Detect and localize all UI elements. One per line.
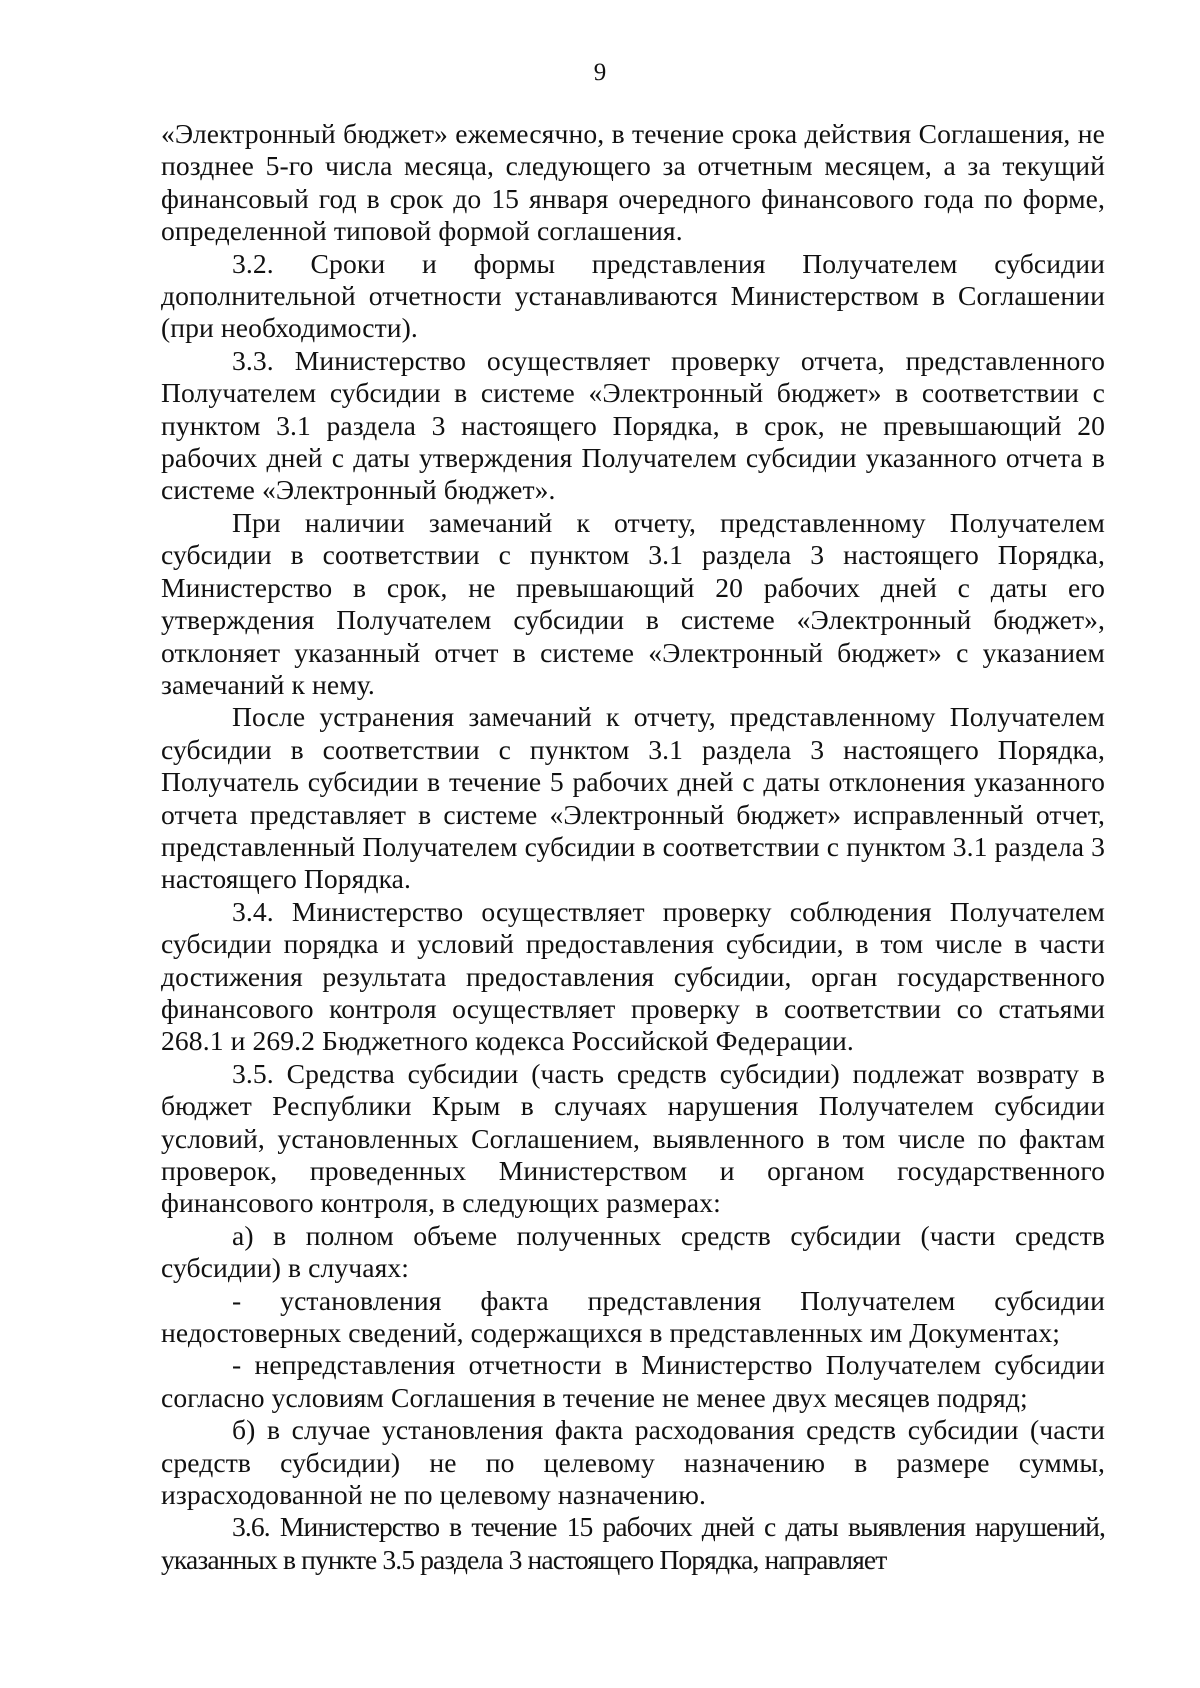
paragraph-3-5-a-item-1: - установления факта представления Получателем субсидии недостоверных сведений, содержащихся в представленных им Документах; [161, 1284, 1105, 1349]
paragraph-3-5-a: а) в полном объеме полученных средств субсидии (части средств субсидии) в случаях: [161, 1219, 1105, 1284]
paragraph-3-6: 3.6. Министерство в течение 15 рабочих дней с даты выявления нарушений, указанных в пункте 3.5 раздела 3 настоящего Порядка, направляет [161, 1511, 1105, 1575]
paragraph-3-3: 3.3. Министерство осуществляет проверку отчета, представленного Получателем субсидии в системе «Электронный бюджет» в соответствии с пунктом 3.1 раздела 3 настоящего Порядка, в срок, не превышающий 20 рабочих дней с даты утверждения Получателем субсидии указанного отчета в системе «Электронный бюджет». [161, 344, 1105, 506]
paragraph-3-5-b: б) в случае установления факта расходования средств субсидии (части средств субсидии) не по целевому назначению в размере суммы, израсходованной не по целевому назначению. [161, 1414, 1105, 1511]
document-body [161, 118, 1105, 1576]
paragraph-3-4: 3.4. Министерство осуществляет проверку соблюдения Получателем субсидии порядка и условий предоставления субсидии, в том числе в части достижения результата предоставления субсидии, орган государственного финансового контроля осуществляет проверку в соответствии со статьями 268.1 и 269.2 Бюджетного кодекса Российской Федерации. [161, 895, 1105, 1057]
paragraph-continuation: «Электронный бюджет» ежемесячно, в течение срока действия Соглашения, не позднее 5-го числа месяца, следующего за отчетным месяцем, а за текущий финансовый год в срок до 15 января очередного финансового года по форме, определенной типовой формой соглашения. [161, 118, 1105, 247]
paragraph-3-2: 3.2. Сроки и формы представления Получателем субсидии дополнительной отчетности устанавливаются Министерством в Соглашении (при необходимости). [161, 247, 1105, 344]
page-number: 9 [593, 59, 607, 86]
paragraph-3-5-a-item-2: - непредставления отчетности в Министерство Получателем субсидии согласно условиям Соглашения в течение не менее двух месяцев подряд; [161, 1349, 1105, 1413]
paragraph-after-remarks: После устранения замечаний к отчету, представленному Получателем субсидии в соответствии с пунктом 3.1 раздела 3 настоящего Порядка, Получатель субсидии в течение 5 рабочих дней с даты отклонения указанного отчета представляет в системе «Электронный бюджет» исправленный отчет, представленный Получателем субсидии в соответствии с пунктом 3.1 раздела 3 настоящего Порядка. [161, 701, 1105, 895]
paragraph-remarks: При наличии замечаний к отчету, представленному Получателем субсидии в соответствии с пунктом 3.1 раздела 3 настоящего Порядка, Министерство в срок, не превышающий 20 рабочих дней с даты его утверждения Получателем субсидии в системе «Электронный бюджет», отклоняет указанный отчет в системе «Электронный бюджет» с указанием замечаний к нему. [161, 506, 1105, 700]
paragraph-3-5: 3.5. Средства субсидии (часть средств субсидии) подлежат возврату в бюджет Республики Крым в случаях нарушения Получателем субсидии условий, установленных Соглашением, выявленного в том числе по фактам проверок, проведенных Министерством и органом государственного финансового контроля, в следующих размерах: [161, 1057, 1105, 1219]
